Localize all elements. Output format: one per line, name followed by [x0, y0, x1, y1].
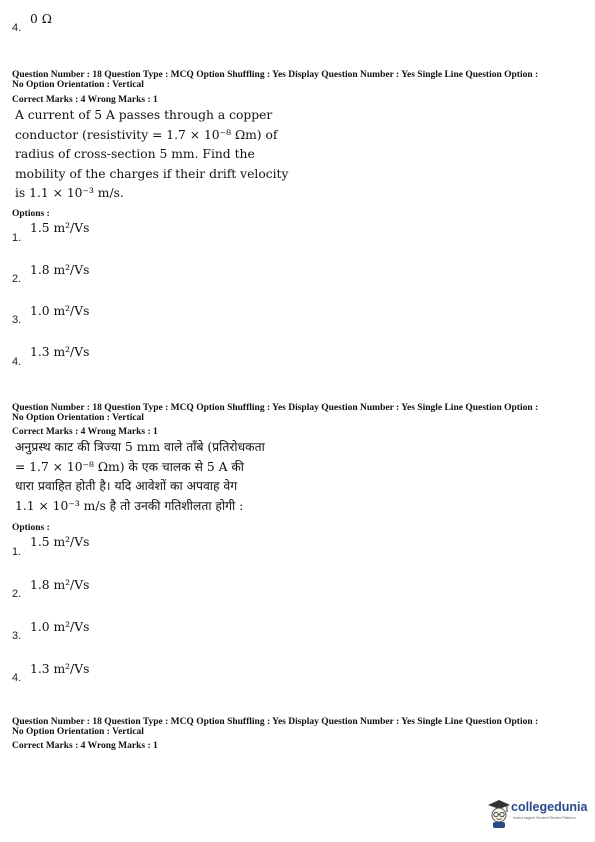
question-line: conductor (resistivity = 1.7 × 10⁻⁸ Ωm) of: [15, 127, 278, 142]
question-text-hindi: [15, 438, 265, 516]
question-line: अनुप्रस्थ काट की त्रिज्या 5 mm वाले ताँबे (प्रतिरोधकता: [15, 440, 265, 454]
question-marks: Correct Marks : 4 Wrong Marks : 1: [12, 741, 158, 751]
question-marks: Correct Marks : 4 Wrong Marks : 1: [12, 95, 158, 105]
option-number: 3.: [12, 630, 22, 642]
question-meta-line1: Question Number : 18 Question Type : MCQ Option Shuffling : Yes Display Question Number : Yes Single Line Question Option :: [12, 717, 539, 727]
question-line: A current of 5 A passes through a copper: [15, 108, 273, 122]
question-line: is 1.1 × 10⁻³ m/s.: [15, 186, 124, 201]
question-meta-line2: No Option Orientation : Vertical: [12, 80, 144, 90]
question-meta-line1: Question Number : 18 Question Type : MCQ Option Shuffling : Yes Display Question Number : Yes Single Line Question Option :: [12, 70, 539, 80]
question-text-english: [15, 106, 288, 204]
options-label: Options :: [12, 209, 50, 219]
graduate-mascot-icon: [487, 799, 511, 829]
option-number: 3.: [12, 314, 22, 326]
option-number: 4.: [12, 356, 22, 368]
question-line: mobility of the charges if their drift velocity: [15, 166, 289, 181]
logo-tagline: India's largest Student Review Platform: [513, 816, 576, 820]
option-number: 4.: [12, 22, 22, 34]
option-number: 2.: [12, 273, 22, 285]
question-line: 1.1 × 10⁻³ m/s है तो उनकी गतिशीलता होगी :: [15, 498, 244, 513]
question-line: radius of cross-section 5 mm. Find the: [15, 147, 255, 162]
option-text: 1.3 m²/Vs: [30, 345, 90, 359]
option-number: 1.: [12, 546, 22, 558]
option-text: 1.0 m²/Vs: [30, 304, 90, 318]
option-text: 1.8 m²/Vs: [30, 578, 90, 592]
option-text: 1.5 m²/Vs: [30, 221, 90, 235]
option-number: 4.: [12, 672, 22, 684]
option-number: 2.: [12, 588, 22, 600]
question-meta-line2: No Option Orientation : Vertical: [12, 413, 144, 423]
question-marks: Correct Marks : 4 Wrong Marks : 1: [12, 427, 158, 437]
option-text: 1.5 m²/Vs: [30, 535, 90, 549]
option-text: 1.8 m²/Vs: [30, 263, 90, 277]
logo-wordmark: collegedunia: [511, 800, 588, 814]
question-line: = 1.7 × 10⁻⁸ Ωm) के एक चालक से 5 A की: [15, 459, 244, 474]
question-meta-line2: No Option Orientation : Vertical: [12, 727, 144, 737]
question-line: धारा प्रवाहित होती है। यदि आवेशों का अपवाह वेग: [15, 479, 238, 494]
option-text: 1.0 m²/Vs: [30, 620, 90, 634]
question-meta-line1: Question Number : 18 Question Type : MCQ Option Shuffling : Yes Display Question Number : Yes Single Line Question Option :: [12, 403, 539, 413]
options-label: Options :: [12, 523, 50, 533]
collegedunia-logo: [487, 799, 587, 831]
option-text: 0 Ω: [30, 12, 52, 26]
option-number: 1.: [12, 232, 22, 244]
option-text: 1.3 m²/Vs: [30, 662, 90, 676]
